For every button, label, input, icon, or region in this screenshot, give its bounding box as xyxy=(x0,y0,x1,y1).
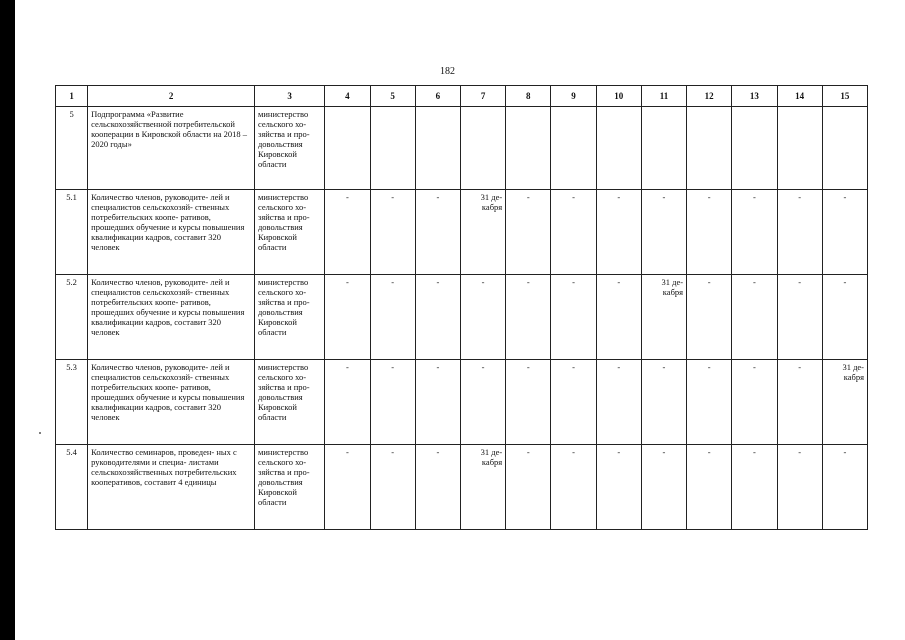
schedule-cell: 31 де- кабря xyxy=(822,360,867,445)
schedule-cell: - xyxy=(732,190,777,275)
schedule-cell: - xyxy=(551,360,596,445)
schedule-cell: - xyxy=(822,275,867,360)
schedule-cell: - xyxy=(596,190,641,275)
row-number-cell: 5.2 xyxy=(56,275,88,360)
table-row xyxy=(56,107,868,190)
column-header: 7 xyxy=(460,86,505,107)
activity-name-cell: Количество членов, руководите- лей и специалистов сельскохозяй- ственных потребительских коопе- ративов, прошедших обучение и курсы повышения квалификации кадров, составит 320 человек xyxy=(88,275,255,360)
schedule-cell: - xyxy=(822,190,867,275)
table-row xyxy=(56,190,868,275)
schedule-cell: - xyxy=(506,275,551,360)
scan-speck xyxy=(39,432,41,434)
column-header: 6 xyxy=(415,86,460,107)
activity-name-cell: Количество семинаров, проведен- ных с руководителями и специа- листами сельскохозяйственных потребительских кооперативов, составит 4 единицы xyxy=(88,445,255,530)
schedule-cell xyxy=(551,107,596,190)
executor-cell: министерство сельского хо- зяйства и про- довольствия Кировской области xyxy=(254,360,324,445)
schedule-cell: - xyxy=(777,275,822,360)
activity-name-cell: Количество членов, руководите- лей и специалистов сельскохозяй- ственных потребительских коопе- ративов, прошедших обучение и курсы повышения квалификации кадров, составит 320 человек xyxy=(88,190,255,275)
table-header-row xyxy=(56,86,868,107)
schedule-cell: - xyxy=(325,360,370,445)
column-header: 11 xyxy=(641,86,686,107)
schedule-cell: - xyxy=(506,190,551,275)
schedule-cell xyxy=(370,107,415,190)
schedule-cell: - xyxy=(687,360,732,445)
schedule-cell xyxy=(732,107,777,190)
row-number-cell: 5.3 xyxy=(56,360,88,445)
schedule-cell: 31 де- кабря xyxy=(460,445,505,530)
column-header: 10 xyxy=(596,86,641,107)
schedule-cell: - xyxy=(506,360,551,445)
schedule-cell: - xyxy=(370,190,415,275)
row-number-cell: 5.1 xyxy=(56,190,88,275)
schedule-cell: - xyxy=(370,360,415,445)
row-number-cell: 5 xyxy=(56,107,88,190)
column-header: 4 xyxy=(325,86,370,107)
schedule-cell: - xyxy=(415,275,460,360)
executor-cell: министерство сельского хо- зяйства и про- довольствия Кировской области xyxy=(254,445,324,530)
schedule-cell: - xyxy=(415,190,460,275)
schedule-cell xyxy=(777,107,822,190)
schedule-cell: - xyxy=(732,445,777,530)
schedule-cell: - xyxy=(415,360,460,445)
table-row xyxy=(56,360,868,445)
schedule-cell: - xyxy=(506,445,551,530)
schedule-cell xyxy=(460,107,505,190)
schedule-cell: - xyxy=(641,190,686,275)
schedule-cell: 31 де- кабря xyxy=(641,275,686,360)
schedule-cell xyxy=(506,107,551,190)
schedule-cell: - xyxy=(777,360,822,445)
schedule-cell xyxy=(596,107,641,190)
column-header: 15 xyxy=(822,86,867,107)
schedule-cell xyxy=(822,107,867,190)
activity-name-cell: Подпрограмма «Развитие сельскохозяйственной потребительской кооперации в Кировской области на 2018 – 2020 годы» xyxy=(88,107,255,190)
schedule-table xyxy=(55,85,868,530)
schedule-cell: - xyxy=(687,445,732,530)
column-header: 9 xyxy=(551,86,596,107)
schedule-cell: - xyxy=(732,360,777,445)
column-header: 1 xyxy=(56,86,88,107)
column-header: 8 xyxy=(506,86,551,107)
schedule-cell: - xyxy=(370,275,415,360)
schedule-cell: - xyxy=(551,190,596,275)
executor-cell: министерство сельского хо- зяйства и про- довольствия Кировской области xyxy=(254,107,324,190)
executor-cell: министерство сельского хо- зяйства и про- довольствия Кировской области xyxy=(254,190,324,275)
schedule-cell: - xyxy=(325,445,370,530)
column-header: 5 xyxy=(370,86,415,107)
schedule-cell: - xyxy=(641,445,686,530)
scan-edge-bar xyxy=(0,0,15,640)
column-header: 2 xyxy=(88,86,255,107)
table-row xyxy=(56,445,868,530)
column-header: 13 xyxy=(732,86,777,107)
activity-name-cell: Количество членов, руководите- лей и специалистов сельскохозяй- ственных потребительских коопе- ративов, прошедших обучение и курсы повышения квалификации кадров, составит 320 человек xyxy=(88,360,255,445)
schedule-cell: - xyxy=(777,445,822,530)
executor-cell: министерство сельского хо- зяйства и про- довольствия Кировской области xyxy=(254,275,324,360)
page-number: 182 xyxy=(440,66,455,77)
row-number-cell: 5.4 xyxy=(56,445,88,530)
schedule-cell: - xyxy=(551,445,596,530)
column-header: 14 xyxy=(777,86,822,107)
schedule-cell: - xyxy=(460,360,505,445)
schedule-cell: - xyxy=(415,445,460,530)
schedule-cell: - xyxy=(641,360,686,445)
schedule-cell: - xyxy=(551,275,596,360)
schedule-cell: - xyxy=(596,445,641,530)
schedule-cell: - xyxy=(596,275,641,360)
schedule-cell xyxy=(641,107,686,190)
column-header: 12 xyxy=(687,86,732,107)
schedule-cell: - xyxy=(777,190,822,275)
schedule-cell: - xyxy=(732,275,777,360)
schedule-cell: - xyxy=(687,275,732,360)
schedule-cell: - xyxy=(370,445,415,530)
column-header: 3 xyxy=(254,86,324,107)
schedule-cell: - xyxy=(460,275,505,360)
schedule-cell: - xyxy=(687,190,732,275)
schedule-cell: - xyxy=(596,360,641,445)
schedule-cell: - xyxy=(822,445,867,530)
table-row xyxy=(56,275,868,360)
schedule-cell: - xyxy=(325,190,370,275)
schedule-cell: 31 де- кабря xyxy=(460,190,505,275)
schedule-cell xyxy=(687,107,732,190)
schedule-cell xyxy=(325,107,370,190)
schedule-cell: - xyxy=(325,275,370,360)
schedule-cell xyxy=(415,107,460,190)
